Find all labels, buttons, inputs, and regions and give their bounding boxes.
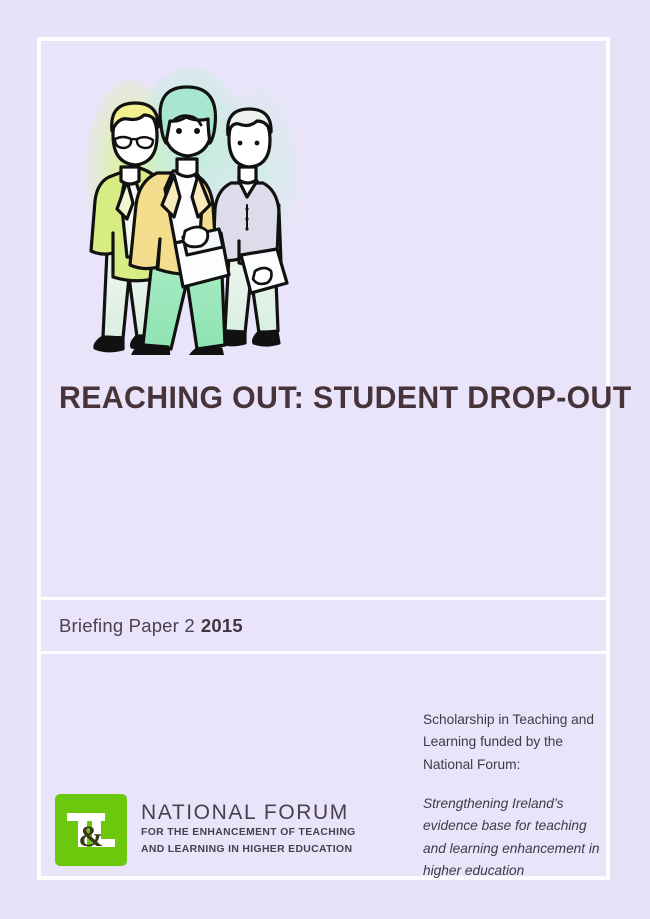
funding-statement	[423, 709, 603, 882]
briefing-band	[41, 600, 606, 651]
tl-monogram-icon	[55, 794, 127, 866]
funding-line-2: Strengthening Ireland’s evidence base for teaching and learning enhancement in higher education	[423, 795, 600, 878]
title-block	[59, 379, 632, 416]
national-forum-logo	[55, 794, 356, 866]
page-frame	[37, 37, 632, 880]
page-title: REACHING OUT: STUDENT DROP-OUT	[59, 379, 632, 415]
cover-illustration-region	[41, 41, 606, 361]
logo-name: NATIONAL FORUM	[141, 801, 349, 824]
logo-tagline-line2: AND LEARNING IN HIGHER EDUCATION	[141, 844, 353, 856]
funding-line-1: Scholarship in Teaching and Learning funded by the National Forum:	[423, 712, 594, 772]
students-svg	[79, 55, 304, 355]
footer-area	[41, 654, 606, 876]
tl-logo-mark	[55, 794, 127, 866]
svg-text:&: &	[78, 820, 104, 853]
briefing-line	[59, 615, 243, 637]
three-students-illustration	[79, 55, 304, 355]
logo-tagline-line1: FOR THE ENHANCEMENT OF TEACHING	[141, 827, 356, 838]
briefing-series-label: Briefing Paper 2	[59, 614, 195, 636]
briefing-year: 2015	[200, 614, 243, 636]
logo-wordmark	[141, 794, 356, 858]
